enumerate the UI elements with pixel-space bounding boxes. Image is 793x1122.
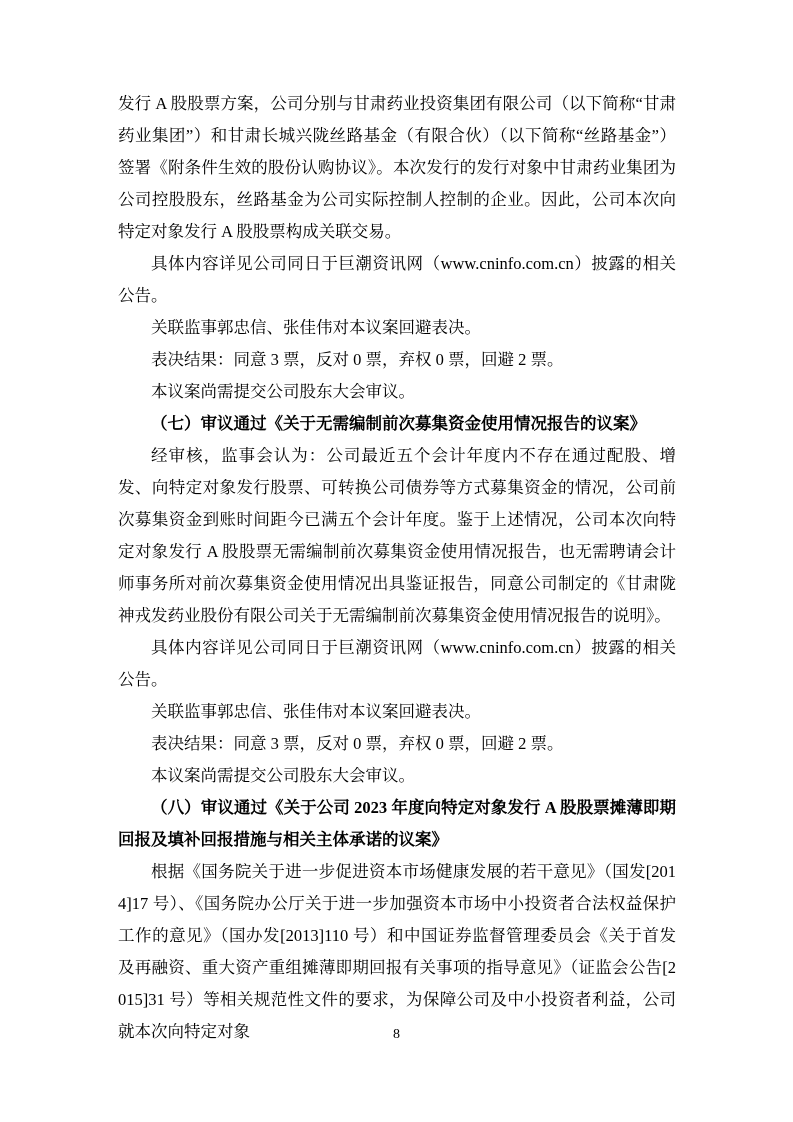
paragraph: 根据《国务院关于进一步促进资本市场健康发展的若干意见》（国发[2014]17 号）、《国务院办公厅关于进一步加强资本市场中小投资者合法权益保护工作的意见》（国办发[2013]110 号）和中国证券监督管理委员会《关于首发及再融资、重大资产重组摊薄即期回报有关事项的指导意见》（证监会公告[2015]31 号）等相关规范性文件的要求，为保障公司及中小投资者利益，公司就本次向特定对象: [118, 862, 676, 1041]
paragraph: 表决结果：同意 3 票，反对 0 票，弃权 0 票，回避 2 票。: [151, 350, 564, 369]
paragraph: 具体内容详见公司同日于巨潮资讯网（www.cninfo.com.cn）披露的相关公告。: [118, 254, 676, 305]
paragraph: 表决结果：同意 3 票，反对 0 票，弃权 0 票，回避 2 票。: [151, 734, 564, 753]
paragraph: 具体内容详见公司同日于巨潮资讯网（www.cninfo.com.cn）披露的相关公告。: [118, 638, 676, 689]
section-heading-8: （八）审议通过《关于公司 2023 年度向特定对象发行 A 股股票摊薄即期回报及填补回报措施与相关主体承诺的议案》: [118, 798, 676, 849]
paragraph: 关联监事郭忠信、张佳伟对本议案回避表决。: [151, 318, 481, 337]
section-heading-7: （七）审议通过《关于无需编制前次募集资金使用情况报告的议案》: [151, 414, 646, 433]
paragraph: 发行 A 股股票方案，公司分别与甘肃药业投资集团有限公司（以下简称“甘肃药业集团”）和甘肃长城兴陇丝路基金（有限合伙）（以下简称“丝路基金”）签署《附条件生效的股份认购协议》。本次发行的发行对象中甘肃药业集团为公司控股股东，丝路基金为公司实际控制人控制的企业。因此，公司本次向特定对象发行 A 股股票构成关联交易。: [118, 94, 676, 241]
paragraph: 经审核，监事会认为：公司最近五个会计年度内不存在通过配股、增发、向特定对象发行股票、可转换公司债券等方式募集资金的情况，公司前次募集资金到账时间距今已满五个会计年度。鉴于上述情况，公司本次向特定对象发行 A 股股票无需编制前次募集资金使用情况报告，也无需聘请会计师事务所对前次募集资金使用情况出具鉴证报告，同意公司制定的《甘肃陇神戎发药业股份有限公司关于无需编制前次募集资金使用情况报告的说明》。: [118, 446, 676, 625]
paragraph: 本议案尚需提交公司股东大会审议。: [151, 382, 415, 401]
page-number: 8: [393, 1027, 400, 1042]
paragraph: 关联监事郭忠信、张佳伟对本议案回避表决。: [151, 702, 481, 721]
paragraph: 本议案尚需提交公司股东大会审议。: [151, 766, 415, 785]
document-content: [118, 88, 676, 1048]
